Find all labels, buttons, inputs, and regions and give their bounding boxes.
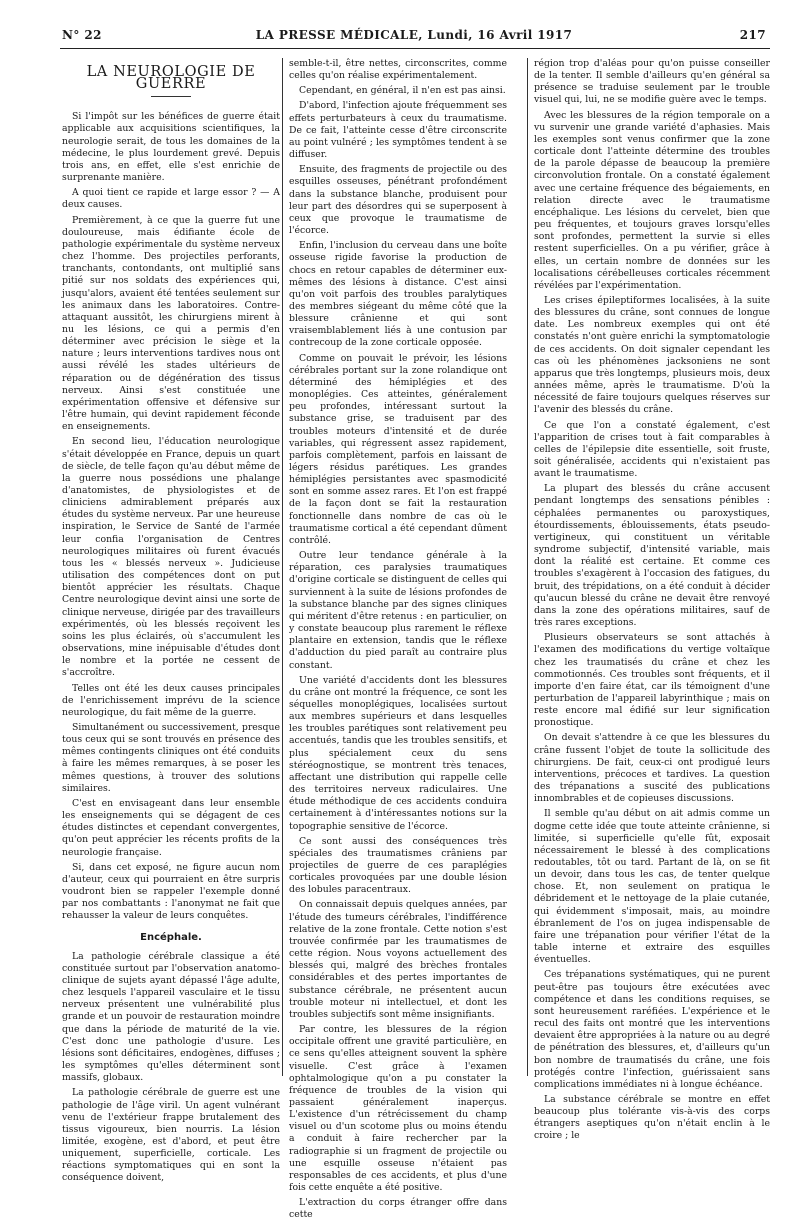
paragraph: Ces trépanations systématiques, qui ne purent peut-être pas toujours être exécutées avec compétence et dans les conditions requises, se sont heureusement raréfiées. L'expérience et le recul des faits ont montré que les interventions devaient être appropriées à la nature ou au degré de pénétration des blessures, et, d'ailleurs qu'un bon nombre de traumatisés du crâne, une fois protégés contre l'infection, guérissaient sans complications immédiates ni à longue échéance. bbox=[534, 969, 770, 1090]
paragraph: L'extraction du corps étranger offre dans cette bbox=[289, 1197, 507, 1221]
paragraph: On devait s'attendre à ce que les blessures du crâne fussent l'objet de toute la sollicitude des chirurgiens. De fait, ceux-ci ont prodigué leurs interventions, précoces et tardives. La question des trépanations a suscité des publications innombrables et de copieuses discussions. bbox=[534, 732, 770, 805]
paragraph: Ensuite, des fragments de projectile ou des esquilles osseuses, pénétrant profondément dans la substance blanche, produisent pour leur part des désordres qui se superposent à ceux que provoque le traumatisme de l'écorce. bbox=[289, 164, 507, 237]
paragraph: semble-t-il, être nettes, circonscrites, comme celles qu'on réalise expérimentalement. bbox=[289, 58, 507, 82]
paragraph: C'est en envisageant dans leur ensemble les enseignements qui se dégagent de ces études distinctes et cependant convergentes, qu'on peut apprécier les récents profits de la neurologie française. bbox=[62, 797, 280, 858]
column-divider bbox=[527, 58, 528, 1076]
paragraph: Ce sont aussi des conséquences très spéciales des traumatismes crâniens par projectiles de guerre de ces paraplégies corticales provoquées par une double lésion des lobules paracentraux. bbox=[289, 835, 507, 896]
paragraph: La plupart des blessés du crâne accusent pendant longtemps des sensations pénibles : céphalées permanentes ou paroxystiques, étourdissements, éblouissements, états pseudo-vertigineux, qui constituent un véritable syndrome subjectif, d'intensité variable, mais dont la réalité est certaine. Et comme ces troubles s'exagèrent à l'occasion des fatigues, du bruit, des trépidations, on a été conduit à décider qu'aucun blessé du crâne ne devait être renvoyé dans la zone des opérations militaires, sauf de très rares exceptions. bbox=[534, 483, 770, 629]
column-1 bbox=[62, 58, 280, 1184]
paragraph: On connaissait depuis quelques années, par l'étude des tumeurs cérébrales, l'indifférence relative de la zone frontale. Cette notion s'est trouvée confirmée par les traumatismes de cette région. Nous voyons actuellement des blessés qui, malgré des brèches frontales considérables et des pertes importantes de substance cérébrale, ne présentent aucun trouble moteur ni intellectuel, et dont les troubles subjectifs sont même insignifiants. bbox=[289, 899, 507, 1020]
paragraph: Cependant, en général, il n'en est pas ainsi. bbox=[299, 85, 506, 97]
paragraph: Si l'impôt sur les bénéfices de guerre était applicable aux acquisitions scientifiques, la neurologie serait, de tous les domaines de la médecine, le plus lourdement grevé. Depuis trois ans, en effet, elle s'est enrichie de surprenante manière. bbox=[62, 111, 280, 184]
title-rule bbox=[151, 96, 191, 97]
paragraph: D'abord, l'infection ajoute fréquemment ses effets perturbateurs à ceux du traumatisme. De ce fait, l'atteinte cesse d'être circonscrite au point vulnéré ; les symptômes tendent à se diffuser. bbox=[289, 100, 507, 161]
paragraph: Comme on pouvait le prévoir, les lésions cérébrales portant sur la zone rolandique ont déterminé des hémiplégies et des monoplégies. Ces atteintes, généralement peu profondes, intéressant surtout la substance grise, se traduisent par des troubles moteurs d'intensité et de durée variables, qui régressent assez rapidement, parfois complètement, parfois en laissant de légers résidus parétiques. Les grandes hémiplégies persistantes avec spasmodicité sont en somme assez rares. Et l'on est frappé de la façon dont se fait la restauration fonctionnelle dans nombre de cas où le traumatisme cortical a été cependant dûment contrôlé. bbox=[289, 352, 507, 546]
paragraph: Plusieurs observateurs se sont attachés à l'examen des modifications du vertige voltaïque chez les traumatisés du crâne et chez les commotionnés. Ces troubles sont fréquents, et il importe d'en faire état, car ils témoignent d'une perturbation de l'appareil labyrinthique ; mais on reste encore mal édifié sur leur signification pronostique. bbox=[534, 632, 770, 729]
paragraph: La pathologie cérébrale de guerre est une pathologie de l'âge viril. Un agent vulnérant venu de l'extérieur frappe brutalement des tissus vigoureux, bien nourris. La lésion limitée, exogène, est d'abord, et peut être uniquement, superficielle, corticale. Les réactions symptomatiques qui en sont la conséquence doivent, bbox=[62, 1087, 280, 1184]
paragraph: La pathologie cérébrale classique a été constituée surtout par l'observation anatomo-clinique de sujets ayant dépassé l'âge adulte, chez lesquels l'appareil vasculaire et le tissu nerveux présentent une vulnérabilité plus grande et un pouvoir de restauration moindre que dans la période de maturité de la vie. C'est donc une pathologie d'usure. Les lésions sont déficitaires, endogènes, diffuses ; les symptômes qu'elles déterminent sont massifs, globaux. bbox=[62, 950, 280, 1084]
header-rule bbox=[60, 48, 770, 49]
column-2 bbox=[289, 58, 507, 1221]
journal-title: LA PRESSE MÉDICALE, Lundi, 16 Avril 1917 bbox=[255, 28, 573, 42]
column-divider bbox=[282, 58, 283, 1076]
paragraph: Les crises épileptiformes localisées, à la suite des blessures du crâne, sont connues de longue date. Les nombreux exemples qui ont été constatés n'ont guère enrichi la symptomatologie de ces accidents. On doit signaler cependant les cas où les phénomènes jacksoniens ne sont apparus que très longtemps, plusieurs mois, deux années même, après le traumatisme. D'où la nécessité de faire toujours quelques réserves sur l'avenir des blessés du crâne. bbox=[534, 294, 770, 416]
section-heading: Encéphale. bbox=[140, 932, 202, 944]
paragraph: La substance cérébrale se montre en effet beaucoup plus tolérante vis-à-vis des corps étrangers aseptiques qu'on n'était enclin à le croire ; le bbox=[534, 1093, 770, 1142]
column-3 bbox=[534, 58, 770, 1142]
article-title: LA NEUROLOGIE DE GUERRE bbox=[86, 64, 256, 93]
paragraph: Ce que l'on a constaté également, c'est l'apparition de crises tout à fait comparables à celles de l'épilepsie dite essentielle, soit fruste, soit généralisée, accidents qui n'existaient pas avant le traumatisme. bbox=[534, 419, 770, 480]
paragraph: Simultanément ou successivement, presque tous ceux qui se sont trouvés en présence des mêmes contingents cliniques ont été conduits à faire les mêmes remarques, à se poser les mêmes questions, à trouver des solutions similaires. bbox=[62, 721, 280, 794]
paragraph: Avec les blessures de la région temporale on a vu survenir une grande variété d'aphasies. Mais les exemples sont venus confirmer que la zone corticale dont l'atteinte détermine des troubles de la parole dépasse de beaucoup la première circonvolution frontale. On a constaté également avec une certaine fréquence des bégaiements, en relation directe avec le traumatisme encéphalique. Les lésions du cervelet, bien que peu fréquentes, et toujours graves lorsqu'elles sont profondes, permettent la survie si elles restent superficielles. On a pu vérifier, grâce à elles, un certain nombre de données sur les localisations cérébelleuses corticales récemment révélées par l'expérimentation. bbox=[534, 109, 770, 291]
paragraph: En second lieu, l'éducation neurologique s'était développée en France, depuis un quart de siècle, de telle façon qu'au début même de la guerre nous possédions une phalange d'anatomistes, de physiologistes et de cliniciens admirablement préparés aux études du système nerveux. Par une heureuse inspiration, le Service de Santé de l'armée leur confia l'organisation de Centres neurologiques militaires où furent évacués tous les « blessés nerveux ». Judicieuse utilisation des compétences dont on put bientôt apprécier les résultats. Chaque Centre neurologique devint ainsi une sorte de clinique nerveuse, dirigée par des travailleurs expérimentés, où les blessés reçoivent les soins les plus éclairés, où s'accumulent les observations, mine inépuisable d'études dont le nombre et la portée ne cessent de s'accroître. bbox=[62, 436, 280, 679]
paragraph: A quoi tient ce rapide et large essor ? — A deux causes. bbox=[62, 187, 280, 211]
paragraph: région trop d'aléas pour qu'on puisse conseiller de la tenter. Il semble d'ailleurs qu'en général sa présence se traduise seulement par le trouble visuel qui, lui, ne se modifie guère avec le temps. bbox=[534, 58, 770, 106]
paragraph: Outre leur tendance générale à la réparation, ces paralysies traumatiques d'origine corticale se distinguent de celles qui surviennent à la suite de lésions profondes de la substance blanche par des signes cliniques qui méritent d'être retenus : en particulier, on y constate beaucoup plus rarement le réflexe plantaire en extension, tandis que le réflexe d'adduction du pied paraît au contraire plus constant. bbox=[289, 550, 507, 671]
paragraph: Si, dans cet exposé, ne figure aucun nom d'auteur, ceux qui pourraient en être surpris voudront bien se rappeler l'exemple donné par nos combattants : l'anonymat ne fait que rehausser la valeur de leurs conquêtes. bbox=[62, 861, 280, 922]
page-number: 217 bbox=[739, 28, 766, 42]
page-header bbox=[62, 28, 766, 48]
paragraph: Enfin, l'inclusion du cerveau dans une boîte osseuse rigide favorise la production de chocs en retour capables de déterminer eux-mêmes des lésions à distance. C'est ainsi qu'on voit parfois des troubles paralytiques des membres siégeant du même côté que la blessure crânienne et qui sont vraisemblablement liés à une contusion par contrecoup de la zone corticale opposée. bbox=[289, 240, 507, 349]
paragraph: Une variété d'accidents dont les blessures du crâne ont montré la fréquence, ce sont les séquelles monoplégiques, localisées surtout aux membres supérieurs et dans lesquelles les troubles parétiques sont relativement peu accentués, tandis que les troubles sensitifs, et plus spécialement ceux du sens stéréognostique, se montrent très tenaces, affectant une distribution qui rappelle celle des territoires nerveux radiculaires. Une étude méthodique de ces accidents conduira certainement à d'intéressantes notions sur la topographie sensitive de l'écorce. bbox=[289, 674, 507, 832]
paragraph: Par contre, les blessures de la région occipitale offrent une gravité particulière, en ce sens qu'elles atteignent souvent la sphère visuelle. C'est grâce à l'examen ophtalmologique qu'on a pu constater la fréquence de troubles de la vision qui passaient généralement inaperçus. L'existence d'un rétrécissement du champ visuel ou d'un scotome plus ou moins étendu a conduit à faire rechercher par la radiographie si un fragment de projectile ou une esquille osseuse n'étaient pas responsables de ces accidents, et plus d'une fois cette enquête a été positive. bbox=[289, 1024, 507, 1194]
paragraph: Premièrement, à ce que la guerre fut une douloureuse, mais édifiante école de pathologie expérimentale du système nerveux chez l'homme. Des projectiles perforants, tranchants, contondants, ont multiplié sans pitié sur nos soldats des expériences qui, jusqu'alors, avaient été tentées seulement sur les animaux dans les laboratoires. Contre-attaquant aussitôt, les chirurgiens mirent à nu les lésions, ce qui a permis d'en déterminer avec précision le siège et la nature ; leurs interventions tardives nous ont aussi révélé les stades ultérieurs de réparation ou de dégénération des tissus nerveux. Ainsi s'est constituée une expérimentation offensive et défensive sur l'être humain, qui devint rapidement féconde en enseignements. bbox=[62, 214, 280, 433]
issue-number: N° 22 bbox=[62, 28, 102, 42]
paragraph: Il semble qu'au début on ait admis comme un dogme cette idée que toute atteinte crânienne, si limitée, si superficielle qu'elle fût, exposait nécessairement le blessé à des complications redoutables, tôt ou tard. Partant de là, on se fit un devoir, dans tous les cas, de tenter quelque chose. Et, non seulement on pratiqua le débridement et le nettoyage de la plaie cutanée, qui évidemment s'imposait, mais, au moindre ébranlement de l'os on jugea indispensable de faire une trépanation pour vérifier l'état de la table interne et extraire des esquilles éventuelles. bbox=[534, 808, 770, 966]
paragraph: Telles ont été les deux causes principales de l'enrichissement imprévu de la science neurologique, du fait même de la guerre. bbox=[62, 682, 280, 718]
